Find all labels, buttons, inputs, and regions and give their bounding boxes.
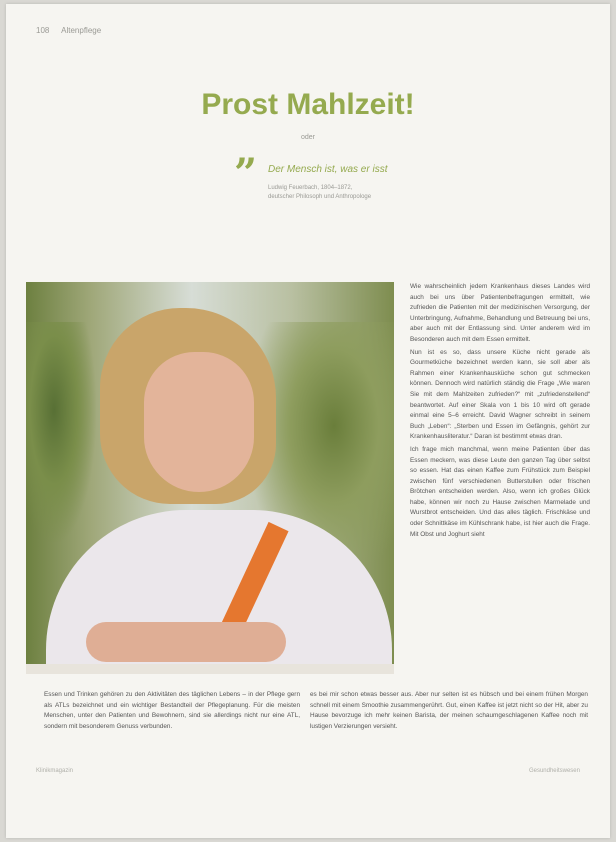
magazine-page (6, 4, 610, 838)
article-bottom-left: Essen und Trinken gehören zu den Aktivitäten des täglichen Lebens – in der Pflege gern als ATLs bezeichnet und ein wichtiger Bestandteil der Pflegeplanung. Für die meisten Menschen, unter den Patienten und Bewohnern, sind sie allerdings nicht nur eine ATL, sondern mit besonderem Genuss verbunden. (44, 691, 300, 730)
article-title: Prost Mahlzeit! (201, 88, 415, 121)
quote-attribution-line2: deutscher Philosoph und Anthropologe (268, 194, 372, 200)
person-arm (86, 622, 286, 662)
article-subtitle: oder (300, 134, 315, 141)
footer-left: Klinikmagazin (36, 768, 74, 774)
paragraph: Ich frage mich manchmal, wenn meine Patienten über das Essen meckern, was diese Leute den ganzen Tag über selbst so essen. Hat das einen Kaffee zum Frühstück zum Beispiel zwischen fünf verschiedenen Butterstullen oder frischen Brötchen entscheiden werden. Also, wenn ich großes Glück habe, können wir noch zu Hause zwischen Marmelade und Wurstbrot entscheiden. Und das alles täglich. Frischkäse und oder Schnittkäse im Kühlschrank habe, ist hier auch die Frage. Mit Obst und Joghurt sieht (410, 445, 590, 538)
quote-attribution-line1: Ludwig Feuerbach, 1804–1872, (268, 185, 353, 191)
footer-right: Gesundheitswesen (528, 768, 580, 774)
leaves-left (26, 322, 96, 542)
table-edge (26, 664, 394, 674)
paragraph: Nun ist es so, dass unsere Küche nicht gerade als Gourmetküche bezeichnet werden kann, sie soll aber als Rahmen einer Krankenhausküche schon gut schmecken können. Dennoch wird natürlich ständig die Frage „Wie waren Sie mit dem Mahlzeiten zufrieden?“ mit „zufriedenstellend“ beantwortet. Auf einer Skala von 1 bis 10 wird oft gerade einmal eine 5–6 erreicht. David Wagner schreibt in seinem Buch „Leben“: „Sterben und Essen im Gefängnis, gehört zur Krankenhausliteratur.“ Daran ist bestimmt etwas dran. (410, 348, 590, 441)
nurse-portrait-photo (26, 282, 394, 674)
page-header (36, 26, 111, 35)
section-label: Altenpflege (61, 26, 102, 35)
article-column-right (410, 282, 590, 542)
quote-attribution (268, 184, 371, 202)
article-bottom-right: es bei mir schon etwas besser aus. Aber nur selten ist es hübsch und bei einem frühen Morgen schnell mit einem Smoothie zusammengerührt. Gut, einen Kaffee ist jetzt nicht so der Hit, aber zu Hause bevorzuge ich mehr keinen Barista, der meinen schaumgeschlagenen Kaffee noch mit lustigen Verzierungen versieht. (310, 691, 588, 730)
quote-mark-icon: ” (234, 150, 258, 197)
page-number: 108 (36, 26, 50, 35)
quote-text: Der Mensch ist, was er isst (268, 164, 388, 175)
paragraph: Wie wahrscheinlich jedem Krankenhaus dieses Landes wird auch bei uns über Patientenbefragungen ermittelt, wie zufrieden die Patienten mit der medizinischen Versorgung, der Unterbringung, Aufnahme, Behandlung und Betreuung bei uns, aber auch mit der Entlassung sind. Unter anderem wird im Besonderen auch mit dem Essen ermittelt. (410, 283, 590, 343)
person-face (144, 352, 254, 492)
